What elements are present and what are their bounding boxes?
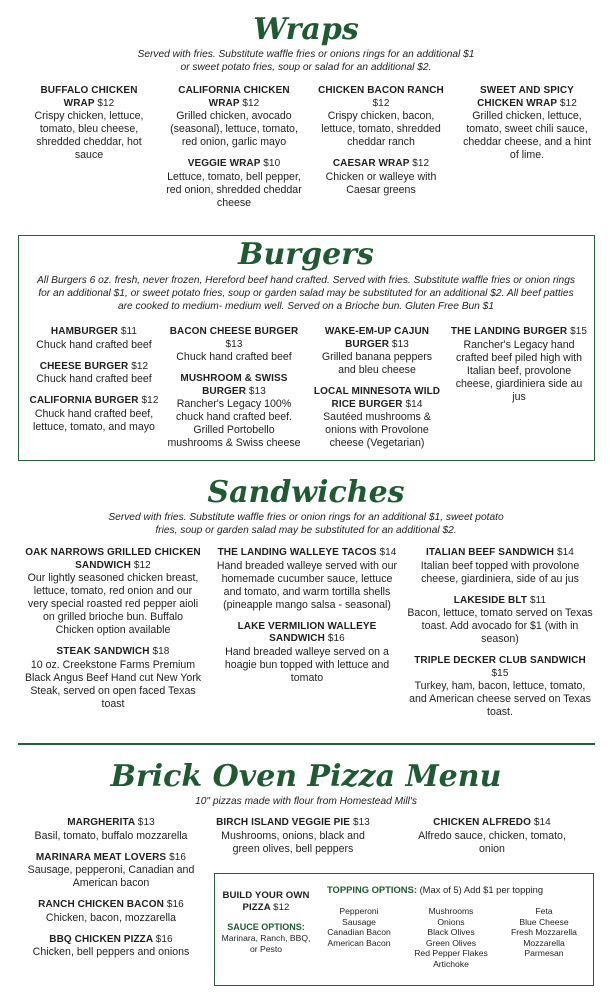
menu-item xyxy=(412,817,572,856)
menu-item-description: Rancher's Legacy hand crafted beef piled high with Italian beef, provolone cheese, giardiniera side au jus xyxy=(455,338,583,403)
menu-item-price: $14 xyxy=(405,398,423,410)
toppings-col-3 xyxy=(501,906,587,959)
menu-item-description: Sausage, pepperoni, Canadian and American bacon xyxy=(27,864,195,889)
menu-item xyxy=(312,158,450,197)
menu-item-name: CALIFORNIA BURGER $12 xyxy=(29,395,159,406)
menu-item xyxy=(22,817,200,843)
wraps-col-1 xyxy=(30,85,148,171)
menu-item-description: 10 oz. Creekstone Farms Premium Black Angus Beef Hand cut New York Steak, served on open faced Texas toast xyxy=(24,658,202,710)
topping-option: Parmesan xyxy=(524,948,564,958)
menu-item-description: Grilled chicken, lettuce, tomato, sweet chili sauce, cheddar cheese, and a hint of lime. xyxy=(463,110,591,161)
menu-item-price: $13 xyxy=(248,385,266,397)
topping-options-header xyxy=(327,884,589,895)
sauce-options-label: SAUCE OPTIONS: xyxy=(227,922,305,932)
build-label: BUILD YOUR OWN PIZZA xyxy=(222,890,310,913)
menu-item-price: $12 xyxy=(141,395,159,406)
menu-item-description: Sautéed mushrooms & onions with Provolone cheese (Vegetarian) xyxy=(323,411,431,449)
topping-option: Mushrooms xyxy=(428,906,474,916)
menu-item-price: $16 xyxy=(155,933,173,945)
menu-item-price: $15 xyxy=(570,326,588,337)
menu-item-description: Bacon, lettuce, tomato served on Texas toast. Add avocado for $1 (with in season) xyxy=(407,607,593,645)
topping-option: Blue Cheese xyxy=(519,916,569,927)
menu-item xyxy=(22,899,200,925)
pizza-col-2 xyxy=(208,817,378,865)
menu-item-name: CHICKEN BACON RANCH $12 xyxy=(318,85,444,109)
menu-item xyxy=(405,595,595,647)
menu-item-description: Italian beef topped with provolone cheese, giardiniera, side of au jus xyxy=(420,559,580,585)
menu-item-name: BACON CHEESE BURGER $13 xyxy=(169,326,299,350)
toppings-col-1 xyxy=(319,906,399,948)
menu-item-price: $16 xyxy=(166,899,184,910)
menu-item-name: MUSHROOM & SWISS BURGER $13 xyxy=(180,373,288,397)
menu-item-name: BUFFALO CHICKEN WRAP $12 xyxy=(40,85,138,109)
topping-option: Feta xyxy=(535,906,553,916)
menu-item xyxy=(463,85,591,162)
menu-item-name: MARINARA MEAT LOVERS $16 xyxy=(35,851,187,863)
menu-item xyxy=(22,852,200,891)
menu-item xyxy=(166,373,302,450)
menu-item xyxy=(405,655,595,719)
topping-option: Pepperoni xyxy=(339,906,379,916)
menu-item-name: CAESAR WRAP $12 xyxy=(332,158,430,169)
pizza-col-1 xyxy=(22,817,200,968)
menu-item xyxy=(30,85,148,162)
menu-item-name: OAK NARROWS GRILLED CHICKEN SANDWICH $12 xyxy=(25,547,201,571)
menu-item-price: $12 xyxy=(97,97,115,109)
menu-item-price: $12 xyxy=(412,158,430,169)
menu-item-name: THE LANDING WALLEYE TACOS $14 xyxy=(217,547,397,558)
topping-option: Canadian Bacon xyxy=(327,927,391,937)
menu-item-description: Rancher's Legacy 100% chuck hand crafted beef. Grilled Portobello mushrooms & Swiss cheese xyxy=(167,398,301,449)
build-label-block xyxy=(221,890,311,955)
menu-item-description: Hand breaded walleye served with our homemade cucumber sauce, lettuce and tomato, and warm tortilla shells (pineapple mango salsa - seasonal) xyxy=(216,559,398,611)
menu-item xyxy=(450,326,588,404)
menu-item-name: CHEESE BURGER $12 xyxy=(39,360,149,372)
menu-item-name: LOCAL MINNESOTA WILD RICE BURGER $14 xyxy=(313,386,441,410)
menu-item-description: Hand breaded walleye served on a hoagie bun topped with lettuce and tomato xyxy=(224,645,390,684)
menu-item-price: $14 xyxy=(379,547,397,558)
menu-item-price: $13 xyxy=(137,817,155,828)
topping-options-label: TOPPING OPTIONS: xyxy=(327,884,417,895)
menu-item-price: $12 xyxy=(131,360,149,372)
menu-item xyxy=(24,646,202,711)
wraps-col-3 xyxy=(312,85,450,206)
menu-item-price: $15 xyxy=(491,667,509,679)
menu-item-name: ITALIAN BEEF SANDWICH $14 xyxy=(426,547,574,558)
menu-item-price: $10 xyxy=(263,158,281,169)
menu-item-price: $13 xyxy=(391,338,409,350)
menu-item-description: Alfredo sauce, chicken, tomato, onion xyxy=(418,829,566,855)
topping-option: Artichoke xyxy=(433,958,469,969)
burgers-col-1 xyxy=(24,326,164,443)
menu-item-name: RANCH CHICKEN BACON $16 xyxy=(38,899,184,910)
menu-item-name: VEGGIE WRAP $10 xyxy=(187,158,281,169)
menu-item-name: LAKE VERMILION WALLEYE SANDWICH $16 xyxy=(237,620,377,644)
menu-item-price: $12 xyxy=(133,559,151,571)
menu-item-description: Basil, tomato, buffalo mozzarella xyxy=(34,829,188,842)
menu-item-description: Crispy chicken, lettuce, tomato, bleu cheese, shredded cheddar, hot sauce xyxy=(34,110,144,161)
topping-option: Black Olives xyxy=(427,927,475,937)
topping-option: American Bacon xyxy=(327,937,391,948)
sandwiches-col-3 xyxy=(405,547,595,728)
toppings-col-2 xyxy=(407,906,495,969)
menu-item-description: Our lightly seasoned chicken breast, lettuce, tomato, red onion and our very special roasted red pepper aioli on grilled brioche bun. Buffalo Chicken option available xyxy=(27,572,199,636)
topping-options-note: (Max of 5) Add $1 per topping xyxy=(419,884,544,895)
menu-item xyxy=(312,85,450,149)
menu-item-name: SWEET AND SPICY CHICKEN WRAP $12 xyxy=(477,85,577,109)
menu-item-name: BIRCH ISLAND VEGGIE PIE $13 xyxy=(216,817,370,828)
menu-item-price: $11 xyxy=(529,594,547,606)
burgers-col-3 xyxy=(312,326,442,459)
menu-item-description: Chicken, bell peppers and onions xyxy=(32,946,190,958)
pizza-col-3 xyxy=(412,817,572,865)
sauce-options: Marinara, Ranch, BBQ, or Pesto xyxy=(221,932,311,954)
menu-item xyxy=(312,326,442,377)
topping-option: Mozzarella xyxy=(523,937,565,948)
burgers-col-2 xyxy=(166,326,302,459)
wraps-col-4 xyxy=(463,85,591,171)
menu-item-description: Chuck hand crafted beef, lettuce, tomato, and mayo xyxy=(33,407,155,433)
menu-item-price: $14 xyxy=(556,547,574,558)
menu-item-price: $12 xyxy=(242,97,260,109)
menu-item xyxy=(24,395,164,434)
sandwiches-col-2 xyxy=(212,547,402,694)
topping-option: Onions xyxy=(437,916,465,927)
menu-item-price: $14 xyxy=(533,817,551,828)
menu-item-price: $12 xyxy=(559,97,577,109)
wraps-subtitle: Served with fries. Substitute waffle fries or onions rings for an additional $1 or sweet potato fries, soup or salad for an additional $2. xyxy=(137,49,475,73)
topping-option: Fresh Mozzarella xyxy=(511,927,577,937)
menu-item xyxy=(212,547,402,612)
menu-item xyxy=(163,158,305,210)
menu-item-name: CHICKEN ALFREDO $14 xyxy=(433,817,551,828)
menu-item-name: HAMBURGER $11 xyxy=(50,326,138,337)
menu-item xyxy=(208,817,378,856)
menu-item xyxy=(24,547,202,637)
menu-item xyxy=(24,361,164,387)
menu-item-price: $13 xyxy=(225,338,243,350)
menu-item-description: Turkey, ham, bacon, lettuce, tomato, and American cheese served on Texas toast. xyxy=(409,680,591,718)
menu-item-description: Chuck hand crafted beef xyxy=(36,338,152,351)
menu-item-description: Grilled chicken, avocado (seasonal), lettuce, tomato, red onion, garlic mayo xyxy=(170,110,298,148)
menu-item-name: CALIFORNIA CHICKEN WRAP $12 xyxy=(178,85,290,109)
menu-item-name: STEAK SANDWICH $18 xyxy=(56,646,170,657)
menu-item-price: $13 xyxy=(352,817,370,828)
topping-option: Red Pepper Flakes xyxy=(414,948,488,958)
menu-item-description: Chicken or walleye with Caesar greens xyxy=(325,170,437,196)
menu-item-name: BBQ CHICKEN PIZZA $16 xyxy=(49,933,173,945)
menu-item-name: MARGHERITA $13 xyxy=(67,817,155,828)
menu-item-description: Chuck hand crafted beef xyxy=(176,351,292,363)
menu-item-name: LAKESIDE BLT $11 xyxy=(453,594,547,606)
sandwiches-subtitle: Served with fries. Substitute waffle fries or onion rings for an additional $1, sweet potato fries, soup or garden salad may be substituted for an additional $2. xyxy=(108,512,504,536)
build-price: $12 xyxy=(273,902,290,913)
pizza-subtitle: 10" pizzas made with flour from Homestead Mill's xyxy=(195,796,417,807)
menu-item xyxy=(212,621,402,685)
menu-item-price: $16 xyxy=(169,851,187,863)
menu-item-description: Lettuce, tomato, bell pepper, red onion, shredded cheddar cheese xyxy=(166,170,302,209)
menu-item-description: Mushrooms, onions, black and green olives, bell peppers xyxy=(221,829,365,855)
section-divider xyxy=(18,743,595,745)
menu-item-description: Chicken, bacon, mozzarella xyxy=(45,911,177,924)
menu-item xyxy=(22,934,200,960)
burgers-col-4 xyxy=(450,326,588,413)
sandwiches-title: Sandwiches xyxy=(207,475,405,510)
sandwiches-col-1 xyxy=(24,547,202,720)
menu-item-price: $18 xyxy=(152,646,170,657)
burgers-title: Burgers xyxy=(238,237,374,272)
menu-item-name: THE LANDING BURGER $15 xyxy=(450,326,588,337)
menu-item-price: $12 xyxy=(372,97,390,109)
topping-option: Green Olives xyxy=(425,937,477,948)
menu-item-price: $16 xyxy=(327,633,345,644)
menu-item-price: $11 xyxy=(120,326,138,337)
menu-item xyxy=(166,326,302,364)
menu-item xyxy=(163,85,305,149)
menu-item xyxy=(405,547,595,586)
menu-item xyxy=(24,326,164,352)
wraps-title: Wraps xyxy=(253,12,359,47)
menu-item-description: Crispy chicken, bacon, lettuce, tomato, shredded cheddar ranch xyxy=(321,110,441,148)
wraps-col-2 xyxy=(163,85,305,219)
menu-item-name: WAKE-EM-UP CAJUN BURGER $13 xyxy=(324,326,430,350)
menu-item-description: Chuck hand crafted beef xyxy=(36,373,152,385)
pizza-title: Brick Oven Pizza Menu xyxy=(110,759,502,794)
topping-option: Sausage xyxy=(342,916,376,927)
menu-item xyxy=(312,386,442,450)
build-your-own-box xyxy=(214,873,594,986)
menu-item-name: TRIPLE DECKER CLUB SANDWICH $15 xyxy=(414,655,586,679)
burgers-subtitle: All Burgers 6 oz. fresh, never frozen, Hereford beef hand crafted. Served with fries. Substitute waffle fries or onion rings for an additional $1, or sweet potato fries, soup or garden salad may be substituted for an additional $2. All beef patties are cooked to medium- medium well. Served on a Brioche bun. Gluten Free Bun $1 xyxy=(37,275,575,312)
menu-item-description: Grilled banana peppers and bleu cheese xyxy=(321,351,433,376)
